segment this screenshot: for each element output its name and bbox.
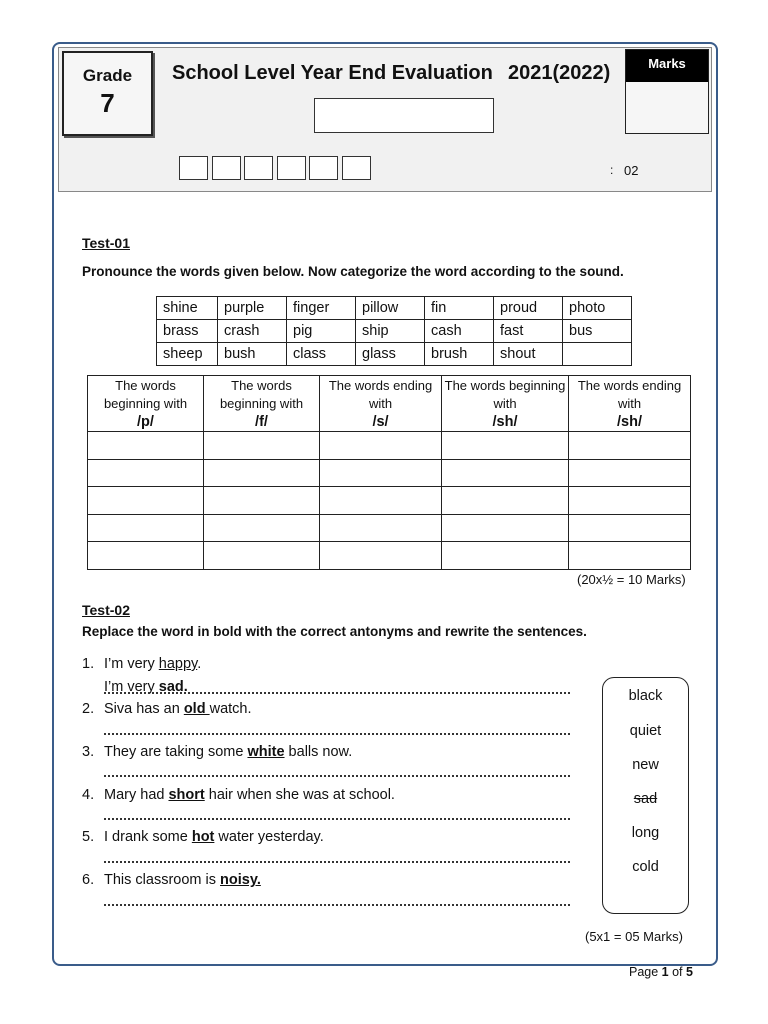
table-row	[157, 343, 632, 366]
category-header	[569, 376, 691, 432]
answer-cell[interactable]	[569, 459, 691, 487]
word-cell: fin	[425, 297, 494, 320]
test2-heading: Test-02	[82, 602, 130, 618]
index-digit-box[interactable]	[309, 156, 338, 180]
category-header	[204, 376, 320, 432]
current-page: 1	[661, 965, 669, 979]
marks-box	[625, 49, 709, 134]
answer-cell[interactable]	[442, 459, 569, 487]
name-field[interactable]	[314, 98, 494, 133]
category-sound: /sh/	[617, 414, 642, 430]
test1-marks: (20x½ = 10 Marks)	[577, 572, 686, 587]
time-separator: :	[610, 163, 614, 177]
word-cell: brush	[425, 343, 494, 366]
word-cell: proud	[494, 297, 563, 320]
question-text: They are taking some	[104, 744, 248, 760]
question-text: water yesterday.	[214, 829, 324, 845]
answer-word: sad.	[158, 679, 188, 695]
page-title: School Level Year End Evaluation	[172, 62, 493, 84]
word-cell: class	[287, 343, 356, 366]
answer-line[interactable]	[104, 775, 570, 777]
answer-cell[interactable]	[320, 459, 442, 487]
word-cell: shout	[494, 343, 563, 366]
category-label: The words beginning with	[444, 378, 566, 411]
answer-cell[interactable]	[204, 459, 320, 487]
answer-line[interactable]	[104, 904, 570, 906]
question-item	[82, 744, 352, 760]
word-cell: ship	[356, 320, 425, 343]
answer-line[interactable]	[104, 818, 570, 820]
word-cell: pig	[287, 320, 356, 343]
test2-instruction: Replace the word in bold with the correct antonyms and rewrite the sentences.	[82, 624, 587, 639]
test1-heading: Test-01	[82, 235, 130, 251]
category-label: The words ending with	[328, 378, 433, 411]
word-bank-item: black	[628, 688, 663, 704]
index-digit-box[interactable]	[244, 156, 273, 180]
page-label: Page	[629, 965, 662, 979]
category-label: The words ending with	[577, 378, 682, 411]
answer-cell[interactable]	[88, 459, 204, 487]
grade-label: Grade	[82, 66, 133, 85]
answer-cell[interactable]	[569, 514, 691, 542]
table-row	[88, 514, 691, 542]
category-table	[87, 375, 691, 570]
word-cell: bus	[563, 320, 632, 343]
answer-cell[interactable]	[204, 487, 320, 515]
index-digit-box[interactable]	[212, 156, 241, 180]
target-word: noisy.	[220, 872, 261, 888]
answer-line[interactable]	[104, 861, 570, 863]
word-cell: finger	[287, 297, 356, 320]
answer-cell[interactable]	[320, 542, 442, 570]
index-digit-box[interactable]	[179, 156, 208, 180]
target-word: hot	[191, 829, 215, 845]
word-cell: cash	[425, 320, 494, 343]
category-header	[88, 376, 204, 432]
exam-year: 2021(2022)	[508, 62, 611, 84]
total-pages: 5	[686, 965, 693, 979]
target-word: old	[183, 701, 210, 717]
table-row	[88, 487, 691, 515]
category-label: The words beginning with	[219, 378, 304, 411]
word-cell	[563, 343, 632, 366]
answer-cell[interactable]	[88, 514, 204, 542]
question-text: .	[197, 656, 202, 672]
question-item	[82, 701, 252, 717]
word-cell: bush	[218, 343, 287, 366]
question-number: 3.	[82, 744, 95, 760]
question-text: balls now.	[284, 744, 353, 760]
word-bank-item-used: sad	[633, 791, 658, 807]
question-number: 4.	[82, 787, 95, 803]
answer-cell[interactable]	[442, 514, 569, 542]
word-bank	[602, 677, 689, 914]
word-cell: brass	[157, 320, 218, 343]
answer-cell[interactable]	[569, 487, 691, 515]
index-digit-box[interactable]	[342, 156, 371, 180]
category-header	[320, 376, 442, 432]
index-digit-box[interactable]	[277, 156, 306, 180]
answer-cell[interactable]	[442, 432, 569, 460]
question-number: 5.	[82, 829, 95, 845]
page-of: of	[668, 965, 686, 979]
table-row	[88, 542, 691, 570]
answer-cell[interactable]	[442, 487, 569, 515]
answer-line[interactable]	[104, 692, 570, 694]
category-sound: /sh/	[492, 414, 518, 430]
table-row	[157, 297, 632, 320]
answer-cell[interactable]	[569, 432, 691, 460]
answer-cell[interactable]	[204, 514, 320, 542]
word-cell: pillow	[356, 297, 425, 320]
answer-cell[interactable]	[88, 432, 204, 460]
word-bank-item: cold	[632, 859, 659, 875]
category-sound: /s/	[372, 414, 389, 430]
question-item	[82, 829, 324, 845]
answer-cell[interactable]	[88, 542, 204, 570]
question-text: I drank some	[104, 829, 192, 845]
answer-cell[interactable]	[204, 542, 320, 570]
question-text: watch.	[209, 701, 252, 717]
word-cell: photo	[563, 297, 632, 320]
word-bank-item: quiet	[629, 723, 662, 739]
table-row	[88, 432, 691, 460]
question-item	[82, 787, 395, 803]
question-number: 6.	[82, 872, 95, 888]
table-row	[88, 459, 691, 487]
target-word: short	[168, 787, 205, 803]
table-row	[157, 320, 632, 343]
answer-cell[interactable]	[442, 542, 569, 570]
word-bank-item: new	[632, 757, 659, 773]
grade-number: 7	[100, 88, 115, 118]
word-cell: purple	[218, 297, 287, 320]
test2-marks: (5x1 = 05 Marks)	[585, 929, 683, 944]
table-header-row	[88, 376, 691, 432]
answer-cell[interactable]	[88, 487, 204, 515]
page-number	[629, 965, 693, 979]
answer-cell[interactable]	[204, 432, 320, 460]
question-item	[82, 656, 201, 672]
grade-box	[62, 51, 153, 136]
question-text: This classroom is	[104, 872, 221, 888]
time-value: 02	[624, 163, 639, 178]
word-cell: sheep	[157, 343, 218, 366]
question-text: Mary had	[104, 787, 169, 803]
category-header	[442, 376, 569, 432]
word-cell: crash	[218, 320, 287, 343]
answer-line[interactable]	[104, 733, 570, 735]
answer-cell[interactable]	[320, 514, 442, 542]
target-word: happy	[158, 656, 198, 672]
index-number-boxes	[179, 156, 374, 180]
answer-cell[interactable]	[320, 487, 442, 515]
question-item	[82, 872, 261, 888]
question-text: I’m very	[104, 656, 159, 672]
marks-label: Marks	[626, 50, 708, 82]
question-text: Siva has an	[104, 701, 184, 717]
category-label: The words beginning with	[103, 378, 188, 411]
question-number: 2.	[82, 701, 95, 717]
category-sound: /f/	[255, 414, 268, 430]
word-cell: fast	[494, 320, 563, 343]
word-cell: shine	[157, 297, 218, 320]
answer-text: I’m very	[104, 679, 159, 695]
word-bank-item: long	[631, 825, 660, 841]
target-word: white	[247, 744, 285, 760]
question-text: hair when she was at school.	[204, 787, 395, 803]
word-table	[156, 296, 632, 366]
test1-instruction: Pronounce the words given below. Now categorize the word according to the sound.	[82, 264, 624, 279]
question-number: 1.	[82, 656, 95, 672]
word-cell: glass	[356, 343, 425, 366]
answer-cell[interactable]	[320, 432, 442, 460]
answer-cell[interactable]	[569, 542, 691, 570]
category-sound: /p/	[137, 414, 154, 430]
